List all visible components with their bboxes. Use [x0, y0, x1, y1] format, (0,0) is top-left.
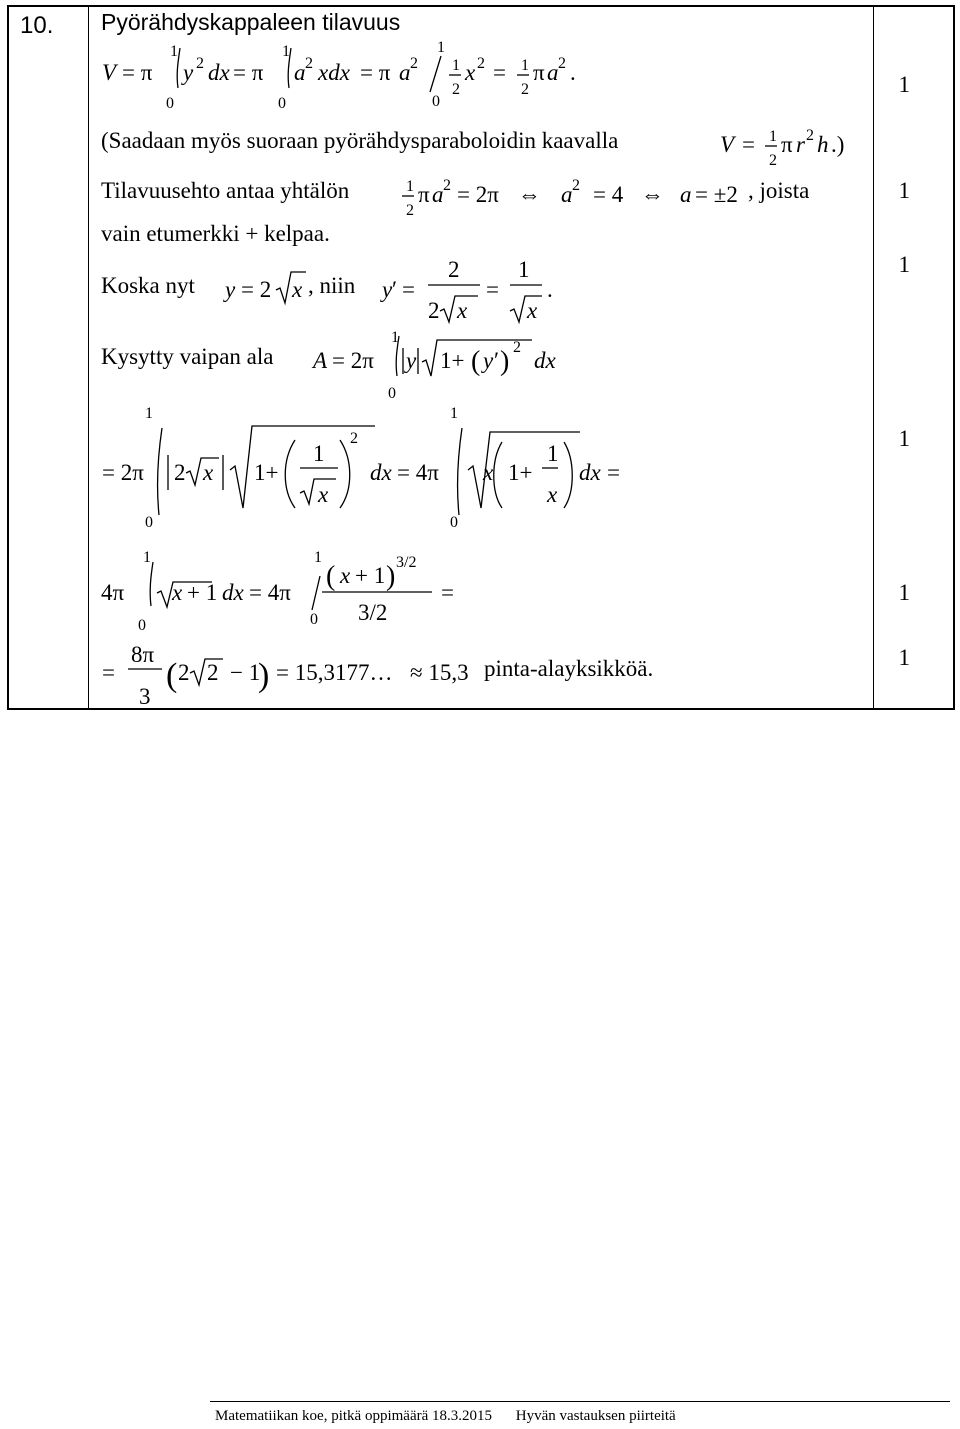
svg-text:.: .: [570, 60, 576, 85]
svg-text:2: 2: [521, 81, 529, 98]
problem-title: Pyörähdyskappaleen tilavuus: [101, 9, 401, 35]
svg-text:1: 1: [450, 405, 458, 422]
svg-text:V: V: [102, 60, 117, 85]
integral-evaluation: [101, 549, 454, 634]
svg-text:2: 2: [207, 660, 219, 685]
point-6: 1: [898, 645, 910, 670]
svg-text:.): .): [831, 132, 845, 157]
svg-text:V: V: [720, 132, 735, 157]
svg-text:x: x: [547, 482, 558, 507]
svg-text:1: 1: [314, 549, 322, 566]
svg-text:4π: 4π: [101, 580, 125, 605]
svg-text:x: x: [203, 460, 214, 485]
line-joista: , joista: [748, 178, 810, 203]
svg-text:3/2: 3/2: [396, 554, 417, 571]
svg-text:a: a: [547, 60, 559, 85]
svg-text:= 2: = 2: [241, 277, 272, 302]
line-niin: , niin: [308, 273, 356, 298]
svg-text:2: 2: [178, 660, 190, 685]
svg-text:a: a: [680, 182, 692, 207]
svg-text:′: ′: [392, 277, 398, 302]
svg-text:1: 1: [391, 329, 399, 346]
svg-text:1+: 1+: [254, 460, 279, 485]
svg-text:1: 1: [170, 43, 178, 60]
svg-text:a: a: [399, 60, 411, 85]
svg-text:x: x: [172, 580, 183, 605]
svg-text:dx: dx: [370, 460, 392, 485]
svg-text:x: x: [318, 482, 329, 507]
svg-text:dx: dx: [208, 60, 230, 85]
svg-text:2: 2: [558, 55, 566, 72]
svg-text:′: ′: [494, 348, 500, 373]
svg-text:0: 0: [432, 93, 440, 110]
svg-text:2: 2: [196, 55, 204, 72]
svg-text:3: 3: [139, 684, 151, 709]
svg-text:1+: 1+: [508, 460, 533, 485]
svg-text:1: 1: [437, 39, 445, 56]
svg-text:r: r: [796, 132, 805, 157]
svg-text:a: a: [561, 182, 573, 207]
svg-text:8π: 8π: [131, 642, 155, 667]
svg-text:0: 0: [166, 95, 174, 112]
result-unit: pinta-alayksikköä.: [484, 656, 654, 681]
svg-text:A: A: [313, 348, 328, 373]
svg-text:2: 2: [406, 202, 414, 219]
svg-text:2: 2: [572, 177, 580, 194]
page-footer: [215, 1408, 696, 1425]
svg-text:h: h: [817, 132, 829, 157]
svg-text:2: 2: [350, 430, 358, 447]
svg-text:1: 1: [521, 57, 529, 74]
svg-text:2: 2: [410, 55, 418, 72]
svg-text:a: a: [432, 182, 444, 207]
svg-text:2: 2: [443, 177, 451, 194]
svg-text:1: 1: [313, 441, 325, 466]
svg-text:(: (: [326, 561, 336, 592]
surface-area-expansion: [102, 405, 620, 531]
svg-text:1+: 1+: [440, 348, 465, 373]
svg-text:= ±2: = ±2: [695, 182, 738, 207]
svg-text:dx: dx: [579, 460, 601, 485]
svg-text:1: 1: [406, 178, 414, 195]
svg-text:xdx: xdx: [318, 60, 350, 85]
svg-text:2: 2: [452, 81, 460, 98]
svg-text:2: 2: [305, 55, 313, 72]
svg-text:≈ 15,3: ≈ 15,3: [410, 660, 469, 685]
svg-text:= π: = π: [360, 60, 391, 85]
svg-text:x: x: [527, 298, 538, 323]
svg-text:y: y: [406, 348, 417, 373]
svg-text:(: (: [471, 346, 481, 377]
volume-formula: [102, 39, 576, 112]
svg-text:2: 2: [477, 55, 485, 72]
svg-text:=: =: [102, 660, 115, 685]
final-result: [102, 642, 469, 709]
svg-text:): ): [500, 346, 510, 377]
svg-text:⇔: ⇔: [518, 182, 541, 207]
svg-text:1: 1: [547, 441, 559, 466]
svg-text:0: 0: [388, 385, 396, 402]
svg-text:=: =: [486, 277, 499, 302]
line-also-direct: (Saadaan myös suoraan pyörähdysparaboloidin kaavalla: [101, 128, 619, 153]
svg-text:=: =: [402, 277, 415, 302]
svg-text:y: y: [225, 277, 236, 302]
svg-text:= 15,3177…: = 15,3177…: [276, 660, 393, 685]
svg-text:1: 1: [282, 43, 290, 60]
svg-text:x: x: [483, 460, 494, 485]
svg-text:dx: dx: [222, 580, 244, 605]
svg-text:y: y: [382, 277, 393, 302]
svg-text:= 2π: = 2π: [102, 460, 144, 485]
svg-text:= 4π: = 4π: [397, 460, 439, 485]
svg-text:2: 2: [428, 298, 440, 323]
surface-area-formula: [311, 329, 557, 402]
svg-text:= π: = π: [233, 60, 264, 85]
point-3: 1: [898, 252, 910, 277]
svg-text:0: 0: [450, 514, 458, 531]
svg-text:= 2π: = 2π: [457, 182, 499, 207]
svg-text:.: .: [547, 277, 553, 302]
svg-text:0: 0: [145, 514, 153, 531]
svg-text:(: (: [166, 657, 178, 694]
line-sign: vain etumerkki + kelpaa.: [101, 221, 330, 246]
svg-text:x: x: [465, 60, 476, 85]
svg-text:⇔: ⇔: [641, 182, 664, 207]
point-5: 1: [898, 580, 910, 605]
paraboloid-formula: [720, 127, 844, 169]
svg-text:0: 0: [278, 95, 286, 112]
svg-text:dx: dx: [534, 348, 556, 373]
svg-text:0: 0: [138, 617, 146, 634]
svg-text:=: =: [441, 580, 454, 605]
point-2: 1: [898, 178, 910, 203]
svg-text:x: x: [292, 277, 303, 302]
point-1: 1: [898, 72, 910, 97]
line-koska: Koska nyt: [101, 273, 195, 298]
svg-text:− 1: − 1: [230, 660, 261, 685]
svg-text:= 2π: = 2π: [332, 348, 374, 373]
svg-text:+ 1: + 1: [187, 580, 218, 605]
svg-text:1: 1: [452, 57, 460, 74]
svg-text:3/2: 3/2: [358, 600, 388, 625]
svg-text:x: x: [457, 298, 468, 323]
svg-text:= 4: = 4: [593, 182, 624, 207]
svg-text:=: =: [742, 132, 755, 157]
svg-text:1: 1: [518, 257, 530, 282]
svg-text:1: 1: [143, 549, 151, 566]
svg-text:2: 2: [769, 152, 777, 169]
svg-text:2: 2: [806, 127, 814, 144]
svg-text:π: π: [781, 132, 793, 157]
svg-text:0: 0: [310, 611, 318, 628]
derivative-formula: [223, 257, 553, 323]
problem-number: 10.: [20, 12, 54, 39]
svg-text:2: 2: [174, 460, 186, 485]
svg-text:π: π: [418, 182, 430, 207]
svg-text:y: y: [183, 60, 194, 85]
svg-text:y: y: [483, 348, 494, 373]
point-4: 1: [898, 426, 910, 451]
footer-rule: [210, 1401, 950, 1402]
svg-text:1: 1: [145, 405, 153, 422]
svg-text:2: 2: [448, 257, 460, 282]
svg-text:1: 1: [769, 128, 777, 145]
line-volume-condition: Tilavuusehto antaa yhtälön: [101, 178, 350, 203]
svg-text:π: π: [533, 60, 545, 85]
svg-text:+ 1: + 1: [355, 563, 386, 588]
footer-title: Hyvän vastauksen piirteitä: [515, 1408, 676, 1424]
svg-text:2: 2: [513, 339, 521, 356]
volume-condition-formula: [402, 177, 738, 219]
svg-text:=: =: [493, 60, 506, 85]
svg-text:= π: = π: [122, 60, 153, 85]
svg-text:): ): [258, 657, 270, 694]
svg-text:=: =: [607, 460, 620, 485]
svg-text:): ): [386, 561, 396, 592]
svg-text:x: x: [340, 563, 351, 588]
line-kysytty: Kysytty vaipan ala: [101, 344, 274, 369]
svg-text:a: a: [294, 60, 306, 85]
footer-exam: Matematiikan koe, pitkä oppimäärä 18.3.2015: [215, 1408, 493, 1424]
svg-text:= 4π: = 4π: [249, 580, 291, 605]
